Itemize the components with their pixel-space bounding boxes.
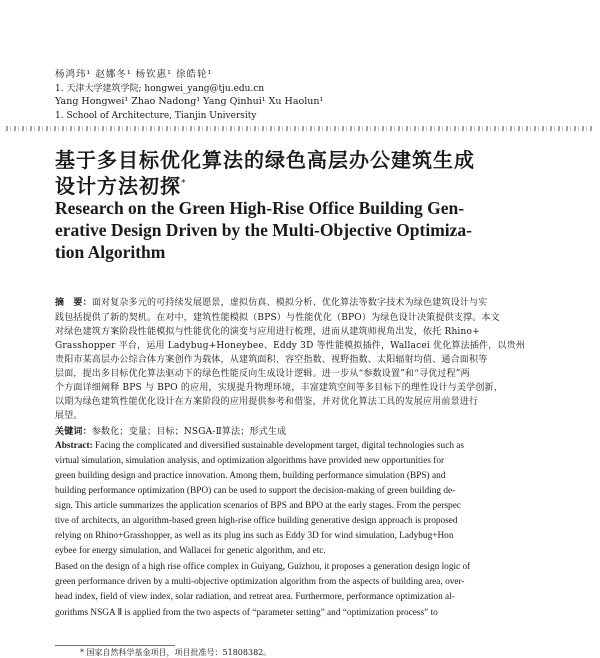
title-english-line1: Research on the Green High-Rise Office Building Gen- bbox=[55, 198, 465, 218]
abstract-cn-line: 贵阳市某高层办公综合体方案创作为载体，从建筑面积、容空指数、视野指数、太阳辐射均值、通合面积等 bbox=[55, 355, 488, 365]
abstract-en-line: Abstract: Facing the complicated and diversified sustainable development target, digital technologies such as bbox=[55, 441, 465, 451]
abstract-en-line: relying on Rhino+Grasshopper, as well as its plug ins such as Eddy 3D for wind simulation, Ladybug+Hon bbox=[55, 531, 454, 541]
abstract-en-line: tive of architects, an algorithm-based green high-rise office building generative design approach is proposed bbox=[55, 516, 458, 526]
abstract-cn-line: 展望。 bbox=[55, 411, 83, 421]
title-chinese-line2-text: 设计方法初探 bbox=[55, 174, 181, 198]
abstract-en-line: virtual simulation, simulation analysis, and optimization algorithms have provided new opportunities for bbox=[55, 456, 445, 466]
footnote-divider bbox=[55, 645, 175, 646]
title-chinese-line1: 基于多目标优化算法的绿色高层办公建筑生成 bbox=[55, 148, 475, 172]
abstract-en-line: building performance optimization (BPO) can be used to support the decision-making of green building de- bbox=[55, 486, 456, 496]
title-note-mark: * bbox=[181, 178, 187, 189]
abstract-cn-line: 摘 要：面对复杂多元的可持续发展愿景，虚拟仿真、模拟分析、优化算法等数字技术为绿色建筑设计与实 bbox=[55, 298, 488, 308]
title-chinese-line2 bbox=[55, 170, 187, 199]
abstract-cn-line: 层面，提出多目标优化算法驱动下的绿色性能反向生成设计逻辑。进一步从“参数设置”和“寻优过程”两 bbox=[55, 369, 470, 379]
abstract-en-line: sign. This article summarizes the application scenarios of BPS and BPO at the early stages. From the perspec bbox=[55, 501, 461, 511]
affiliation-english: 1. School of Architecture, Tianjin University bbox=[55, 111, 257, 121]
abstract-cn-label: 摘 要： bbox=[55, 298, 92, 308]
abstract-en-line: gorithms NSGA Ⅱ is applied from the two aspects of “parameter setting” and “optimization process” to bbox=[55, 608, 438, 618]
abstract-en-line: head index, field of view index, solar radiation, and retreat area. Furthermore, performance optimization al- bbox=[55, 592, 455, 602]
affiliation-chinese: 1. 天津大学建筑学院; hongwei_yang@tju.edu.cn bbox=[55, 84, 265, 94]
abstract-cn-line: 个方面详细阐释 BPS 与 BPO 的应用，实现提升物理环境，丰富建筑空间等多目标下的理性设计与美学创新， bbox=[55, 383, 503, 393]
title-english-line3: tion Algorithm bbox=[55, 242, 166, 262]
abstract-en-line: eybee for energy simulation, and Wallacei for genetic algorithm, and etc. bbox=[55, 546, 326, 556]
abstract-en-line: green performance driven by a multi-objective optimization algorithm from the aspects of building area, over- bbox=[55, 577, 465, 587]
authors-chinese: 杨鸿玮¹ 赵娜冬¹ 杨钦惠¹ 徐皓轮¹ bbox=[55, 69, 213, 80]
scan-noise-divider bbox=[6, 126, 594, 131]
authors-english: Yang Hongwei¹ Zhao Nadong¹ Yang Qinhui¹ Xu Haolun¹ bbox=[55, 96, 324, 107]
abstract-cn-line: Grasshopper 平台，运用 Ladybug+Honeybee、Eddy 3D 等性能模拟插件，Wallacei 优化算法插件，以贵州 bbox=[55, 341, 526, 351]
keywords-cn-label: 关键词： bbox=[55, 427, 92, 437]
abstract-cn-line: 践包括提供了新的契机。在对中，建筑性能模拟（BPS）与性能优化（BPO）为绿色设计决策提供支撑。本文 bbox=[55, 313, 500, 323]
keywords-cn: 关键词：参数化；变量；目标；NSGA-Ⅱ算法；形式生成 bbox=[55, 427, 287, 437]
funding-footnote: * 国家自然科学基金项目，项目批准号：51808382。 bbox=[80, 648, 272, 657]
title-english-line2: erative Design Driven by the Multi-Objective Optimiza- bbox=[55, 220, 472, 240]
abstract-cn-line: 以期为绿色建筑性能优化设计在方案阶段的应用提供参考和借鉴，并对优化算法工具的发展应用前景进行 bbox=[55, 397, 479, 407]
abstract-en-label: Abstract: bbox=[55, 441, 93, 451]
abstract-en-line: green building design and practice innovation. Among them, building performance simulation (BPS) and bbox=[55, 471, 446, 481]
abstract-cn-line: 对绿色建筑方案阶段性能模拟与性能优化的演变与应用进行梳理，进而从建筑师视角出发，依托 Rhino+ bbox=[55, 327, 480, 337]
abstract-en-line: Based on the design of a high rise office complex in Guiyang, Guizhou, it proposes a generation design logic of bbox=[55, 562, 471, 572]
